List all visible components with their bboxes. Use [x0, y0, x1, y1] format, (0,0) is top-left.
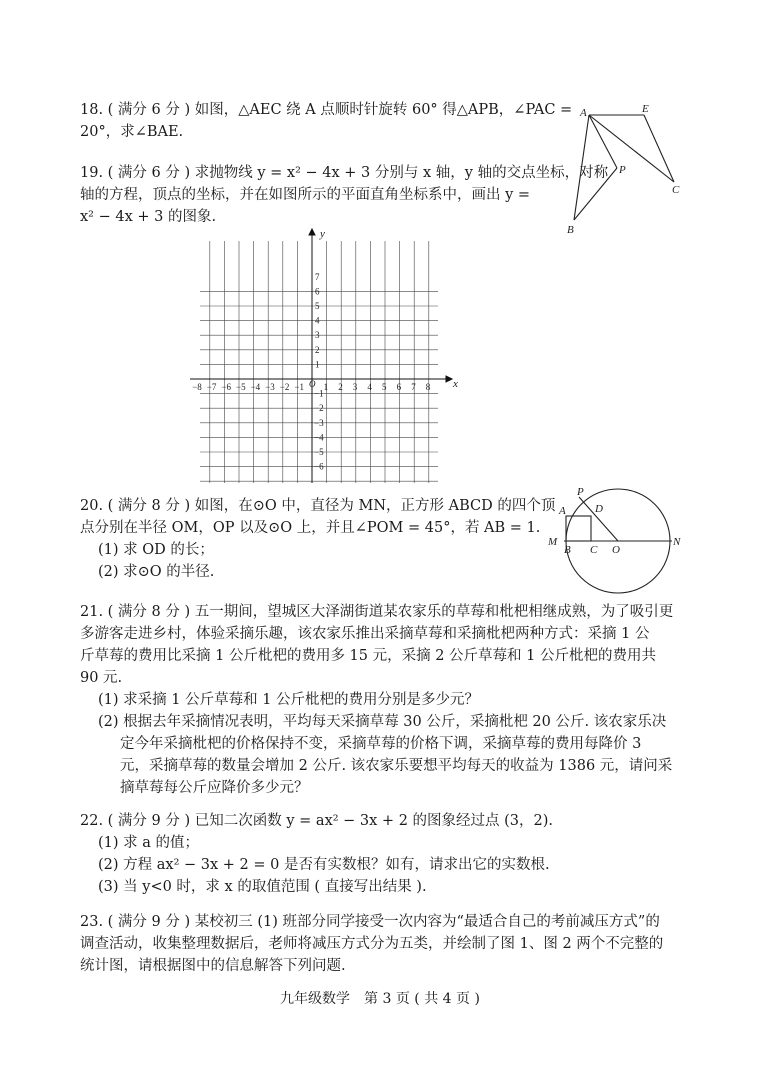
- label-O: O: [612, 544, 620, 556]
- label-A: A: [559, 505, 566, 517]
- q21-line1: 21. ( 满分 8 分 ) 五一期间，望城区大泽湖街道某农家乐的草莓和枇杷相继成熟，为了吸引更: [80, 604, 674, 620]
- y-tick-label: 3: [315, 330, 320, 341]
- x-tick-label: −2: [279, 382, 290, 392]
- x-tick-label: −1: [294, 382, 304, 392]
- label-C: C: [590, 544, 598, 556]
- segment-EC: [644, 115, 674, 182]
- coordinate-grid: [190, 225, 470, 490]
- page-footer: 九年级数学 第 3 页 ( 共 4 页 ): [280, 991, 480, 1007]
- label-B: B: [564, 544, 571, 556]
- y-tick-label: −4: [314, 432, 324, 443]
- q23-line3: 统计图，请根据图中的信息解答下列问题.: [80, 958, 346, 974]
- label-P: P: [577, 486, 584, 498]
- x-tick-label: 8: [425, 382, 431, 392]
- q21-line4: 90 元.: [80, 670, 123, 686]
- x-tick-label: 6: [396, 382, 402, 392]
- y-tick-label: 1: [315, 359, 320, 370]
- y-tick-label: 5: [315, 301, 320, 311]
- y-arrowhead: [309, 229, 315, 235]
- q22-sub1: (1) 求 a 的值；: [98, 835, 200, 851]
- label-M: M: [548, 536, 558, 548]
- x-tick-label: 3: [352, 382, 358, 392]
- segment-AP: [589, 115, 617, 168]
- label-A: A: [580, 107, 587, 119]
- q22-line1: 22. ( 满分 9 分 ) 已知二次函数 y = ax² − 3x + 2 的图象经过点 (3，2).: [80, 813, 554, 829]
- q21-sub2-line4: 摘草莓每公斤应降价多少元？: [120, 780, 309, 796]
- x-tick-label: 7: [411, 382, 416, 392]
- x-tick-label: 2: [338, 382, 343, 392]
- figure-circle-square: [540, 485, 690, 595]
- x-tick-label: 4: [367, 382, 372, 392]
- q19-line3: x² − 4x + 3 的图象.: [80, 209, 217, 225]
- q22-sub2: (2) 方程 ax² − 3x + 2 = 0 是否有实数根？如有，请求出它的实数根.: [98, 857, 550, 873]
- q18-line2: 20°，求∠BAE.: [80, 124, 184, 140]
- label-E: E: [642, 103, 649, 115]
- y-tick-label: 7: [315, 271, 320, 282]
- q23-line2: 调查活动，收集整理数据后，老师将减压方式分为五类，并绘制了图 1、图 2 两个不完整的: [80, 936, 664, 952]
- q21-line3: 斤草莓的费用比采摘 1 公斤枇杷的费用多 15 元，采摘 2 公斤草莓和 1 公斤枇杷的费用共: [80, 648, 656, 664]
- x-tick-label: −7: [206, 382, 217, 392]
- x-tick-label: −6: [221, 382, 231, 392]
- label-C: C: [672, 184, 680, 196]
- x-axis-label: x: [453, 378, 458, 390]
- q21-sub2-line1: (2) 根据去年采摘情况表明，平均每天采摘草莓 30 公斤，采摘枇杷 20 公斤. 该农家乐决: [98, 714, 667, 730]
- x-tick-label: −3: [265, 382, 275, 392]
- x-arrowhead: [446, 376, 452, 382]
- x-tick-label: −5: [236, 382, 246, 392]
- y-tick-label: 6: [315, 286, 320, 297]
- y-tick-label: −1: [314, 388, 324, 399]
- q20-line2: 点分别在半径 OM，OP 以及⊙O 上，并且∠POM = 45°，若 AB = 1.: [80, 520, 541, 536]
- q20-line1: 20. ( 满分 8 分 ) 如图，在⊙O 中，直径为 MN，正方形 ABCD 的四个顶: [80, 498, 556, 514]
- label-P: P: [619, 164, 626, 176]
- y-axis-label: y: [320, 228, 325, 240]
- label-B: B: [567, 224, 574, 236]
- q18-line1: 18. ( 满分 6 分 ) 如图，△AEC 绕 A 点顺时针旋转 60° 得△APB，∠PAC =: [80, 102, 573, 118]
- x-tick-label: 5: [382, 382, 387, 392]
- x-tick-label: 1: [323, 382, 329, 392]
- q23-line1: 23. ( 满分 9 分 ) 某校初三 (1) 班部分同学接受一次内容为“最适合自己的考前减压方式”的: [80, 914, 660, 930]
- y-tick-label: −2: [314, 403, 324, 414]
- q19-line1: 19. ( 满分 6 分 ) 求抛物线 y = x² − 4x + 3 分别与 x 轴，y 轴的交点坐标，对称: [80, 165, 609, 181]
- x-tick-label: −8: [192, 382, 202, 392]
- y-tick-label: 2: [315, 344, 320, 355]
- label-N: N: [673, 536, 681, 548]
- q20-sub1: (1) 求 OD 的长；: [98, 542, 214, 558]
- label-D: D: [595, 503, 603, 515]
- origin-label: O: [309, 379, 316, 389]
- q21-sub2-line3: 元，采摘草莓的数量会增加 2 公斤. 该农家乐要想平均每天的收益为 1386 元，请问采: [120, 758, 673, 774]
- q22-sub3: (3) 当 y<0 时，求 x 的取值范围 ( 直接写出结果 ).: [98, 879, 427, 895]
- q21-line2: 多游客走进乡村，体验采摘乐趣，该农家乐推出采摘草莓和采摘枇杷两种方式：采摘 1 公: [80, 626, 650, 642]
- q19-line2: 轴的方程，顶点的坐标，并在如图所示的平面直角坐标系中，画出 y =: [80, 187, 531, 203]
- q21-sub1: (1) 求采摘 1 公斤草莓和 1 公斤枇杷的费用分别是多少元？: [98, 692, 480, 708]
- square-ABCD: [566, 516, 591, 541]
- q20-sub2: (2) 求⊙O 的半径.: [98, 564, 215, 580]
- y-tick-label: −5: [314, 447, 324, 457]
- y-tick-label: −6: [314, 461, 324, 472]
- q21-sub2-line2: 定今年采摘枇杷的价格保持不变，采摘草莓的价格下调，采摘草莓的费用每降价 3: [120, 736, 642, 752]
- y-tick-label: −3: [314, 417, 324, 428]
- x-tick-label: −4: [250, 382, 261, 392]
- y-tick-label: 4: [315, 315, 320, 326]
